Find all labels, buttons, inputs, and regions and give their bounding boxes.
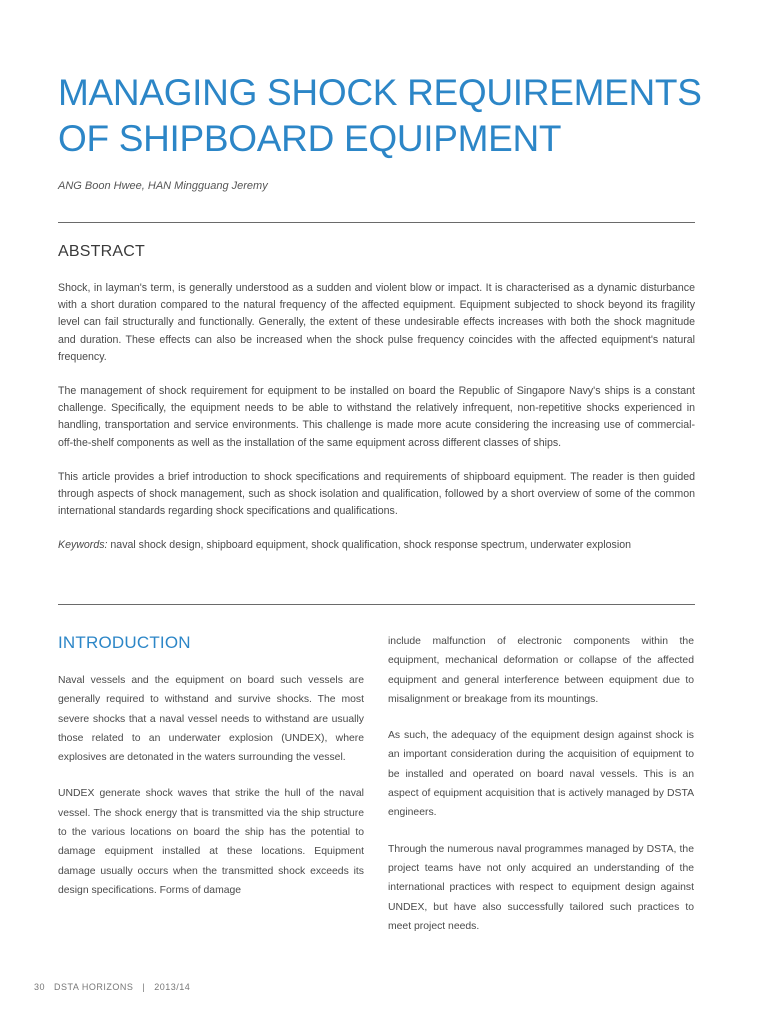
publication-name: DSTA HORIZONS: [54, 982, 134, 992]
keywords-label: Keywords:: [58, 539, 108, 552]
introduction-left-column: [58, 632, 364, 917]
article-title-line-2: OF SHIPBOARD EQUIPMENT: [58, 118, 562, 159]
publication-year: 2013/14: [154, 982, 191, 992]
abstract-paragraph-2: The management of shock requirement for equipment to be installed on board the Republic of Singapore Navy's ships is a constant challenge. Specifically, the equipment needs to be able to withstand the relatively infrequent, non-repetitive shocks experienced in handling, transportation and service environments. This challenge is made more acute considering the increasing use of commercial-off-the-shelf components as well as the installation of the same equipment across different classes of ships.: [58, 385, 695, 449]
introduction-right-column: [388, 632, 694, 953]
keywords-text: naval shock design, shipboard equipment, shock qualification, shock response spectrum, underwater explosion: [107, 539, 631, 552]
abstract-paragraph-1: Shock, in layman's term, is generally understood as a sudden and violent blow or impact. It is characterised as a dynamic disturbance with a short duration compared to the natural frequency of the affected equipment. Equipment subjected to shock beyond its fragility level can fail structurally and functionally. Generally, the extent of these undesirable effects increases with both the shock magnitude and duration. These effects can also be increased when the shock pulse frequency coincides with the affected equipment's natural frequency.: [58, 282, 695, 363]
introduction-paragraph-3: include malfunction of electronic components within the equipment, mechanical deformation or collapse of the affected equipment and general interference between equipment due to misalignment or breakage from its mountings.: [388, 636, 694, 705]
article-title-line-1: MANAGING SHOCK REQUIREMENTS: [58, 72, 702, 113]
introduction-paragraph-4: As such, the adequacy of the equipment design against shock is an important consideration during the acquisition of equipment to be installed and operated on board naval vessels. This is an aspect of equipment acquisition that is actively managed by DSTA engineers.: [388, 730, 694, 819]
abstract-heading: ABSTRACT: [58, 243, 145, 260]
introduction-paragraph-5: Through the numerous naval programmes managed by DSTA, the project teams have not only acquired an understanding of the international practices with respect to equipment design against UNDEX, but have also successfully tailored such practices to meet project needs.: [388, 843, 694, 932]
divider-bottom: [58, 604, 695, 605]
introduction-paragraph-1: Naval vessels and the equipment on board such vessels are generally required to withstand and survive shocks. The most severe shocks that a naval vessel needs to withstand are usually those related to an underwater explosion (UNDEX), where explosives are detonated in the waters surrounding the vessel.: [58, 675, 364, 764]
article-authors: ANG Boon Hwee, HAN Mingguang Jeremy: [58, 180, 268, 192]
abstract-keywords: [58, 537, 695, 554]
footer-separator: |: [142, 982, 146, 992]
page-footer: [34, 982, 196, 992]
article-title: [58, 70, 738, 162]
page-number: 30: [34, 982, 46, 992]
introduction-paragraph-2: UNDEX generate shock waves that strike the hull of the naval vessel. The shock energy that is transmitted via the ship structure to the various locations on board the ship has the potential to damage equipment installed at these locations. Equipment damage usually occurs when the transmitted shock exceeds its design specifications. Forms of damage: [58, 788, 364, 896]
abstract-paragraph-3: This article provides a brief introduction to shock specifications and requirements of shipboard equipment. The reader is then guided through aspects of shock management, such as shock isolation and qualification, followed by a short overview of some of the common international standards regarding shock specifications and qualifications.: [58, 470, 695, 518]
introduction-heading: INTRODUCTION: [58, 633, 191, 652]
abstract-section: [58, 280, 695, 572]
divider-top: [58, 222, 695, 223]
